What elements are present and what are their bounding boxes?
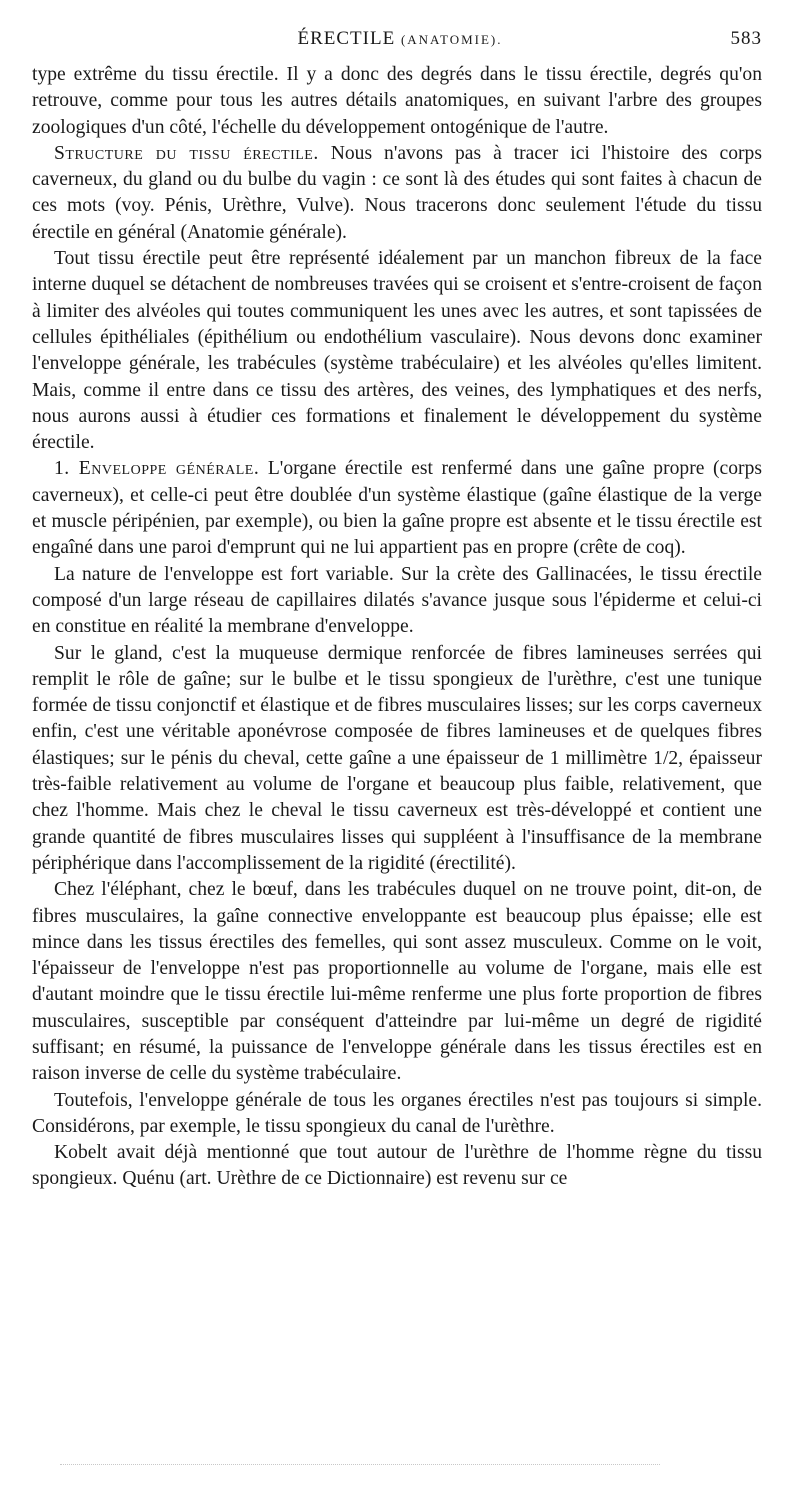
- running-header: [30, 28, 770, 54]
- header-title-main: ÉRECTILE: [297, 28, 396, 49]
- paragraph: [32, 246, 762, 456]
- paragraph: [32, 62, 762, 141]
- paragraph-text: Chez l'éléphant, chez le bœuf, dans les trabécules duquel on ne trouve point, dit-on, de fibres musculaires, la gaîne connective enveloppante est beaucoup plus épaisse; elle est mince dans les tissus érectiles des femelles, qui sont assez musculeux. Comme on le voit, l'épaisseur de l'enveloppe n'est pas proportionnelle au volume de l'organe, mais elle est d'autant moindre que le tissu érectile lui-même renferme une plus forte proportion de fibres musculaires, susceptible par conséquent d'atteindre par lui-même un degré de rigidité suffisant; en résumé, la puissance de l'enveloppe générale dans les tissus érectiles est en raison inverse de celle du système trabéculaire.: [32, 879, 762, 1085]
- paragraph-text: Nous n'avons pas à tracer ici l'histoire des corps caverneux, du gland ou du bulbe du vagin : ce sont là des études qui sont faites à chacun de ces mots (voy. Pénis, Urèthre, Vulve). Nous tracerons donc seulement l'étude du tissu érectile en général (Anatomie générale).: [32, 142, 762, 243]
- paragraph: [32, 1140, 762, 1193]
- paragraph: [32, 641, 762, 878]
- section-heading: Structure du tissu érectile.: [54, 142, 319, 164]
- paragraph-text: Toutefois, l'enveloppe générale de tous les organes érectiles n'est pas toujours si simple. Considérons, par exemple, le tissu spongieux du canal de l'urèthre.: [32, 1089, 762, 1137]
- paragraph-text: Kobelt avait déjà mentionné que tout autour de l'urèthre de l'homme règne du tissu spongieux. Quénu (art. Urèthre de ce Dictionnaire) est revenu sur ce: [32, 1142, 762, 1190]
- page-number: 583: [730, 28, 762, 49]
- paragraph-text: L'organe érectile est renfermé dans une gaîne propre (corps caverneux), et celle-ci peut être doublée d'un système élastique (gaîne élastique de la verge et muscle péripénien, par exemple), ou bien la gaîne propre est absente et le tissu érectile est engaîné dans une paroi d'emprunt qui ne lui appartient pas en propre (crête de coq).: [32, 458, 762, 559]
- paragraph-text: La nature de l'enveloppe est fort variable. Sur la crète des Gallinacées, le tissu érectile composé d'un large réseau de capillaires dilatés s'avance jusque sous l'épiderme et celui-ci en constitue en réalité la membrane d'enveloppe.: [32, 563, 762, 638]
- paragraph-text: Tout tissu érectile peut être représenté idéalement par un manchon fibreux de la face interne duquel se détachent de nombreuses travées qui se croisent et s'entre-croisent de façon à limiter des alvéoles qui toutes communiquent les unes avec les autres, et sont tapissées de cellules épithéliales (épithélium ou endothélium vasculaire). Nous devons donc examiner l'enveloppe générale, les trabécules (système trabéculaire) et les alvéoles qu'elles limitent. Mais, comme il entre dans ce tissu des artères, des veines, des lymphatiques et des nerfs, nous aurons aussi à étudier ces formations et finalement le développement du système érectile.: [32, 248, 762, 454]
- header-title-subtitle: (ANATOMIE).: [400, 32, 503, 47]
- paragraph-text: type extrême du tissu érectile. Il y a donc des degrés dans le tissu érectile, degrés qu'on retrouve, comme pour tous les autres détails anatomiques, en suivant l'arbre des groupes zoologiques d'un côté, l'échelle du développement ontogénique de l'autre.: [32, 64, 762, 138]
- header-title: [30, 28, 770, 50]
- paragraph: [32, 141, 762, 246]
- body-text: [32, 62, 762, 1193]
- section-heading: 1. Enveloppe générale.: [54, 458, 260, 480]
- paragraph: [32, 456, 762, 561]
- paragraph-text: Sur le gland, c'est la muqueuse dermique renforcée de fibres lamineuses serrées qui remplit le rôle de gaîne; sur le bulbe et le tissu spongieux de l'urèthre, c'est une tunique formée de tissu conjonctif et élastique et de fibres musculaires lisses; sur les corps caverneux enfin, c'est une véritable aponévrose composée de fibres lamineuses et de quelques fibres élastiques; sur le pénis du cheval, cette gaîne a une épaisseur de 1 millimètre 1/2, épaisseur très-faible relativement au volume de l'organe et beaucoup plus faible, relativement, que chez l'homme. Mais chez le cheval le tissu caverneux est très-développé et contient une grande quantité de fibres musculaires lisses qui suppléent à l'insuffisance de la membrane périphérique dans l'accomplissement de la rigidité (érectilité).: [32, 642, 762, 874]
- bottom-scan-artifact: [60, 1464, 660, 1469]
- paragraph: [32, 877, 762, 1087]
- paragraph: [32, 562, 762, 641]
- paragraph: [32, 1088, 762, 1141]
